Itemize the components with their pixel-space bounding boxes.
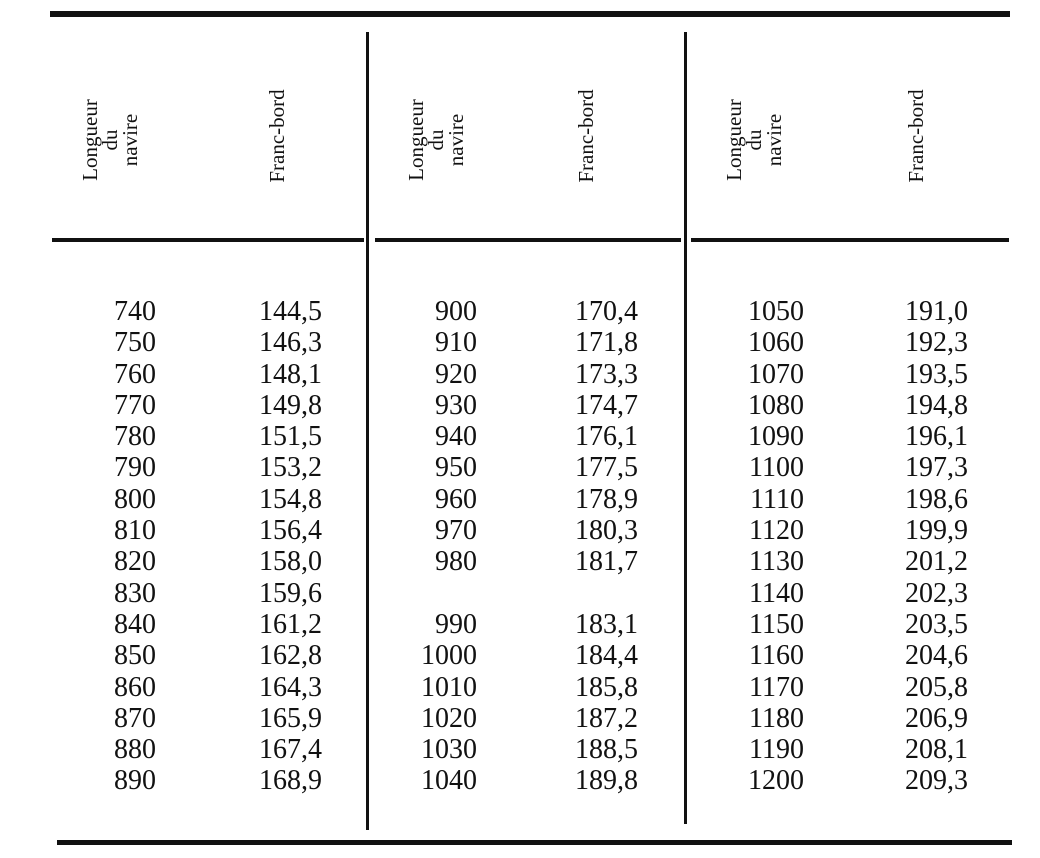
length-cell: 1160	[749, 640, 804, 672]
length-cell: 1130	[749, 546, 804, 578]
length-column-1	[26, 296, 156, 797]
length-cell: 770	[114, 389, 156, 421]
length-cell: 1090	[748, 421, 804, 453]
freeboard-cell: 178,9	[575, 483, 638, 515]
length-cell: 750	[114, 327, 156, 359]
length-header-1: Longueur du navire	[78, 99, 142, 181]
freeboard-cell: 198,6	[905, 483, 968, 515]
length-cell: 1060	[748, 327, 804, 359]
freeboard-cell: 153,2	[259, 452, 322, 484]
length-cell: 950	[435, 452, 477, 484]
freeboard-cell: 204,6	[905, 640, 968, 672]
length-cell: 1150	[749, 608, 804, 640]
freeboard-cell: 176,1	[575, 421, 638, 453]
freeboard-cell: 167,4	[259, 734, 322, 766]
length-cell: 1020	[421, 702, 477, 734]
length-cell: 910	[435, 327, 477, 359]
length-cell: 1110	[750, 483, 804, 515]
freeboard-cell: 159,6	[259, 577, 322, 609]
freeboard-cell: 148,1	[259, 358, 322, 390]
length-cell: 880	[114, 734, 156, 766]
length-cell: 830	[114, 577, 156, 609]
length-cell: 980	[435, 546, 477, 578]
length-cell: 900	[435, 296, 477, 327]
length-cell: 1120	[749, 515, 804, 547]
freeboard-cell: 185,8	[575, 671, 638, 703]
freeboard-cell: 174,7	[575, 389, 638, 421]
length-cell: 970	[435, 515, 477, 547]
freeboard-cell: 183,1	[575, 608, 638, 640]
freeboard-cell: 181,7	[575, 546, 638, 578]
top-rule	[50, 11, 1010, 17]
freeboard-cell: 165,9	[259, 702, 322, 734]
length-cell: 810	[114, 515, 156, 547]
freeboard-cell: 184,4	[575, 640, 638, 672]
freeboard-cell: 189,8	[575, 765, 638, 797]
header-rule-1	[52, 238, 364, 242]
length-cell: 740	[114, 296, 156, 327]
length-cell: 860	[114, 671, 156, 703]
length-cell: 760	[114, 358, 156, 390]
length-column-3	[674, 296, 804, 797]
freeboard-cell: 146,3	[259, 327, 322, 359]
freeboard-header-1: Franc-bord	[265, 89, 289, 183]
length-cell: 820	[114, 546, 156, 578]
length-cell: 1100	[749, 452, 804, 484]
freeboard-cell: 177,5	[575, 452, 638, 484]
length-cell: 780	[114, 421, 156, 453]
length-cell: 1000	[421, 640, 477, 672]
length-cell: 870	[114, 702, 156, 734]
length-cell: 1010	[421, 671, 477, 703]
freeboard-cell: 154,8	[259, 483, 322, 515]
freeboard-cell: 196,1	[905, 421, 968, 453]
length-cell: 940	[435, 421, 477, 453]
freeboard-cell: 193,5	[905, 358, 968, 390]
freeboard-cell: 170,4	[575, 296, 638, 327]
length-cell	[347, 578, 477, 609]
length-cell: 1180	[749, 702, 804, 734]
freeboard-cell: 199,9	[905, 515, 968, 547]
freeboard-cell: 194,8	[905, 389, 968, 421]
length-cell: 1050	[748, 296, 804, 327]
freeboard-cell: 191,0	[905, 296, 968, 327]
freeboard-cell: 188,5	[575, 734, 638, 766]
freeboard-cell	[508, 578, 638, 609]
freeboard-cell: 180,3	[575, 515, 638, 547]
freeboard-cell: 197,3	[905, 452, 968, 484]
freeboard-cell: 208,1	[905, 734, 968, 766]
freeboard-cell: 205,8	[905, 671, 968, 703]
freeboard-cell: 156,4	[259, 515, 322, 547]
freeboard-cell: 158,0	[259, 546, 322, 578]
freeboard-cell: 161,2	[259, 608, 322, 640]
freeboard-column-1	[192, 296, 322, 797]
length-cell: 1030	[421, 734, 477, 766]
freeboard-cell: 173,3	[575, 358, 638, 390]
freeboard-cell: 202,3	[905, 577, 968, 609]
length-cell: 1170	[749, 671, 804, 703]
freeboard-column-3	[838, 296, 968, 797]
freeboard-cell: 168,9	[259, 765, 322, 797]
freeboard-cell: 209,3	[905, 765, 968, 797]
length-cell: 800	[114, 483, 156, 515]
freeboard-cell: 187,2	[575, 702, 638, 734]
length-cell: 840	[114, 608, 156, 640]
freeboard-cell: 162,8	[259, 640, 322, 672]
length-cell: 850	[114, 640, 156, 672]
length-cell: 890	[114, 765, 156, 797]
length-header-2: Longueur du navire	[404, 99, 468, 181]
header-rule-3	[691, 238, 1009, 242]
length-column-2	[347, 296, 477, 797]
freeboard-cell: 171,8	[575, 327, 638, 359]
length-cell: 1140	[749, 577, 804, 609]
freeboard-cell: 164,3	[259, 671, 322, 703]
length-cell: 1080	[748, 389, 804, 421]
header-rule-2	[375, 238, 681, 242]
length-cell: 990	[435, 608, 477, 640]
freeboard-cell: 201,2	[905, 546, 968, 578]
freeboard-cell: 144,5	[259, 296, 322, 327]
length-cell: 1190	[749, 734, 804, 766]
bottom-rule	[57, 840, 1012, 845]
length-cell: 920	[435, 358, 477, 390]
freeboard-cell: 151,5	[259, 421, 322, 453]
freeboard-header-2: Franc-bord	[574, 89, 598, 183]
freeboard-cell: 149,8	[259, 389, 322, 421]
freeboard-cell: 192,3	[905, 327, 968, 359]
freeboard-cell: 203,5	[905, 608, 968, 640]
length-cell: 790	[114, 452, 156, 484]
freeboard-header-3: Franc-bord	[904, 89, 928, 183]
freeboard-cell: 206,9	[905, 702, 968, 734]
freeboard-column-2	[508, 296, 638, 797]
length-header-3: Longueur du navire	[722, 99, 786, 181]
length-cell: 1070	[748, 358, 804, 390]
length-cell: 960	[435, 483, 477, 515]
length-cell: 1200	[748, 765, 804, 797]
length-cell: 1040	[421, 765, 477, 797]
length-cell: 930	[435, 389, 477, 421]
